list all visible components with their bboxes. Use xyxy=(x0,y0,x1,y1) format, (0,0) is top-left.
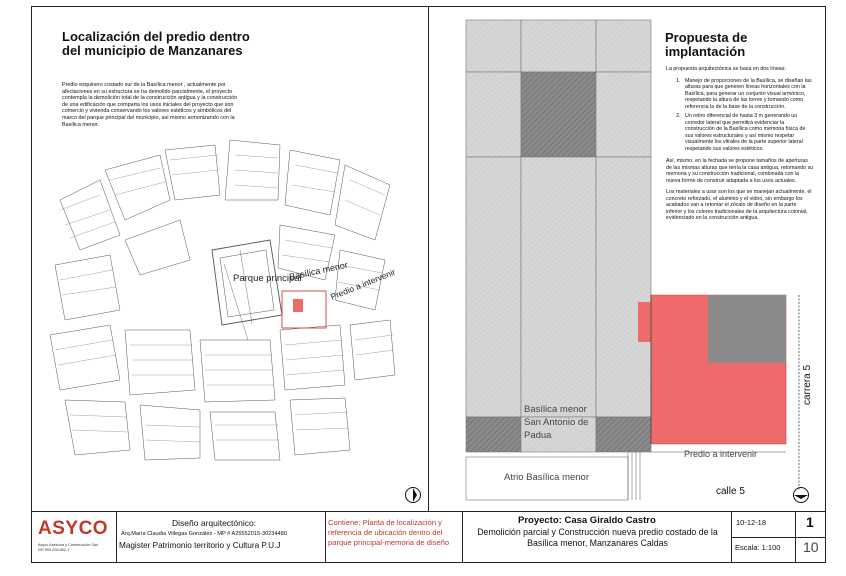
plan-label-carrera: carrera 5 xyxy=(802,364,813,405)
location-description: Predio esquinero costado sur de la Basílica menor , actualmente por afectaciones en su estructura se ha demolido parcialmente, el proyecto contempla la demolición total de la construcción antigua y la construcción de una edificación que comparta los usos iniciales del proyecto que son comercio y vivienda conservando los valores estéticos y simbólicos del marco del parque principal del municipio, así mismo armonizando con la Basílica menor. xyxy=(62,82,238,128)
architect-degree: Magister Patrimonio territorio y Cultura P.U.J xyxy=(119,541,281,550)
drawing-scale: Escala: 1:100 xyxy=(735,543,781,552)
map-label-basilica: Basílica menor xyxy=(288,259,349,282)
north-arrow-icon-left xyxy=(404,486,422,504)
project-description: Demolición parcial y Construcción nueva predio costado de la Basílica menor, Manzanares Caldas xyxy=(477,527,718,548)
sheet-number: 1 xyxy=(806,514,814,530)
design-point: 1. Manejo de proporciones de la Basílica, se diseñan las alturas para que generen líneas horizontales con la Basílica, para generar un conjunto visual armónico, respetando la altura de las torres y tomando como referencia la de la base de la construcción. xyxy=(682,78,814,111)
map-label-predio: Predio a intervenir xyxy=(329,266,397,302)
contents-text: Contiene: Planta de localización y referencia de ubicación dentro del parque principal-memoria de diseño xyxy=(328,518,450,547)
intro-text: La propuesta arquitectónica se basa en dos líneas: xyxy=(666,66,786,72)
panel-divider xyxy=(428,6,429,511)
north-arrow-icon-right xyxy=(792,486,810,504)
plan-label-predio: Predio a intervenir xyxy=(684,449,758,459)
project-name: Proyecto: Casa Giraldo Castro xyxy=(518,515,656,526)
design-points-list xyxy=(666,78,814,153)
existing-structure xyxy=(708,295,786,363)
lot-marker xyxy=(293,299,303,312)
design-label: Diseño arquitectónico: xyxy=(172,518,257,528)
facade-paragraph: Así, mismo, en la fechada se propone tamaños de aperturas de las mismas alturas que tenía la casa antigua, retomando su memoria y su construcción tradicional, combinada con la nueva forme de construir adaptada a los usos actuales. xyxy=(666,158,814,184)
implantation-description xyxy=(666,66,814,227)
plan-label-atrio: Atrio Basílica menor xyxy=(504,472,590,483)
architect-name: Arq.María Claudia Villegas González - MP # A25552015-30234480 xyxy=(121,531,287,537)
implantation-title: Propuesta de implantación xyxy=(665,30,748,59)
drawing-date: 10-12-18 xyxy=(736,518,767,527)
lot-frame xyxy=(282,291,326,328)
plan-label-basilica-3: Padua xyxy=(524,430,552,441)
plan-label-basilica-1: Basílica menor xyxy=(524,404,587,415)
plan-label-calle: calle 5 xyxy=(716,486,745,497)
company-logo: ASYCO xyxy=(38,518,109,539)
location-map xyxy=(40,140,425,465)
materials-paragraph: Los materiales a usar son los que se manejan actualmente, el concreto reforzado, el aluminio y el vidrio, sin embargo los acabados van a retomar el zócalo de diseño en la parte inferior y los colores tradicionales de la arquitectura colonial, evidenciado en la construcción antigua. xyxy=(666,189,812,221)
plan-label-basilica-2: San Antonio de xyxy=(524,417,589,428)
total-sheets: 10 xyxy=(803,539,819,555)
map-label-parque: Parque principal xyxy=(233,273,302,284)
design-point: 2. Un retiro diferencial de hasta 3 m generando un corredor lateral que permitirá evidenciar la construcción de la Basílica como memoria física de sus valores estructurales y así mismo respetar visualmente los vitrales de la parte superior lateral respetando sus valores estéticos. xyxy=(682,113,814,152)
location-title: Localización del predio dentro del municipio de Manzanares xyxy=(62,29,250,58)
company-info: Asyco Asesoría y Construcción Sas NIT:900.226.862-1 xyxy=(38,543,98,552)
